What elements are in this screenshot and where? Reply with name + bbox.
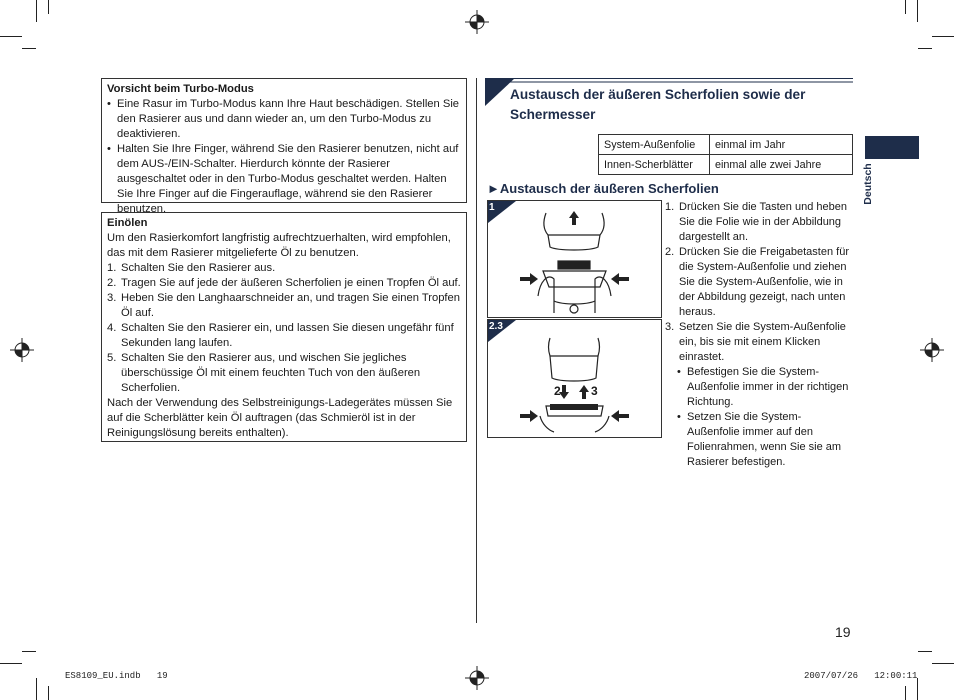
table-cell: Innen-Scherblätter (599, 155, 710, 175)
replace-step: 2. Drücken Sie die Freigabetasten für die System-Außenfolie und ziehen Sie die System-Außenfolie, wie in der Abbildung gezeigt, nach unten heraus. (665, 246, 849, 318)
table-row (599, 135, 853, 155)
oil-box (101, 212, 467, 442)
subsection-title: ►Austausch der äußeren Scherfolien (487, 181, 719, 196)
turbo-title: Vorsicht beim Turbo-Modus (107, 83, 254, 95)
column-divider (476, 78, 477, 623)
replace-step: 3. Setzen Sie die System-Außenfolie ein, bis sie mit einem Klicken einrastet. (665, 321, 846, 363)
replace-step: 1. Drücken Sie die Tasten und heben Sie die Folie wie in der Abbildung dargestellt an. (665, 201, 847, 243)
registration-mark-icon (465, 10, 489, 34)
figure-2-3 (487, 319, 662, 438)
turbo-bullet: • Eine Rasur im Turbo-Modus kann Ihre Haut beschädigen. Stellen Sie den Rasierer aus und dann wieder an, um den Turbo-Modus zu deaktivieren. (107, 97, 461, 142)
replace-sub-bullet: • Befestigen Sie die System-Außenfolie immer in der richtigen Richtung. (665, 365, 850, 410)
replacement-steps (665, 200, 850, 470)
footer-date: 2007/07/26 12:00:11 (804, 671, 918, 681)
oil-note: Nach der Verwendung des Selbstreinigungs-Ladegerätes müssen Sie auf die Scherblätter kein Öl auftragen (das Schmieröl ist in der Reinigungslösung bereits enthalten). (107, 397, 453, 439)
language-tab-label: Deutsch (862, 163, 874, 205)
oil-step: 1. Schalten Sie den Rasierer aus. (107, 262, 276, 274)
turbo-warning-box (101, 78, 467, 215)
registration-mark-icon (465, 666, 489, 690)
oil-step: 5. Schalten Sie den Rasierer aus, und wischen Sie jegliches überschüssige Öl mit einem feuchten Tuch von den äußeren Scherfolien. (107, 352, 421, 394)
figure-1 (487, 200, 662, 318)
figure-label: 2.3 (489, 321, 503, 332)
oil-intro: Um den Rasierkomfort langfristig aufrechtzuerhalten, wird empfohlen, das mit dem Rasierer mitgelieferte Öl zu benutzen. (107, 232, 451, 259)
section-title: Austausch der äußeren Scherfolien sowie der Schermesser (510, 87, 806, 122)
registration-mark-icon (920, 338, 944, 362)
table-row (599, 155, 853, 175)
oil-title: Einölen (107, 217, 148, 229)
turbo-bullet: • Halten Sie Ihre Finger, während Sie den Rasierer benutzen, nicht auf dem AUS-/EIN-Schalter. Hierdurch könnte der Rasierer ausgeschaltet oder in den Turbo-Modus geschaltet werden. Halten Sie Ihre Finger auf die Fingerauflage, während sie den Rasierer benutzen. (107, 142, 461, 217)
replace-sub-bullet: • Setzen Sie die System-Außenfolie immer auf den Folienrahmen, wenn Sie sie am Rasierer befestigen. (665, 410, 850, 470)
page-number: 19 (835, 624, 851, 640)
oil-step: 3. Heben Sie den Langhaarschneider an, und tragen Sie einen Tropfen Öl auf. (107, 292, 460, 319)
step-number-3: 3 (591, 384, 598, 398)
registration-mark-icon (10, 338, 34, 362)
step-number-2: 2 (554, 384, 561, 398)
replacement-schedule-table (598, 134, 853, 175)
table-cell: einmal im Jahr (710, 135, 853, 155)
table-cell: System-Außenfolie (599, 135, 710, 155)
shaver-head-removal-illustration (488, 201, 661, 317)
shaver-foil-insert-illustration (488, 320, 661, 437)
figure-label: 1 (489, 202, 495, 213)
oil-step: 2. Tragen Sie auf jede der äußeren Scherfolien je einen Tropfen Öl auf. (107, 277, 461, 289)
table-cell: einmal alle zwei Jahre (710, 155, 853, 175)
footer-file: ES8109_EU.indb 19 (65, 671, 168, 681)
oil-step: 4. Schalten Sie den Rasierer ein, und lassen Sie diesen ungefähr fünf Sekunden lang laufen. (107, 322, 454, 349)
